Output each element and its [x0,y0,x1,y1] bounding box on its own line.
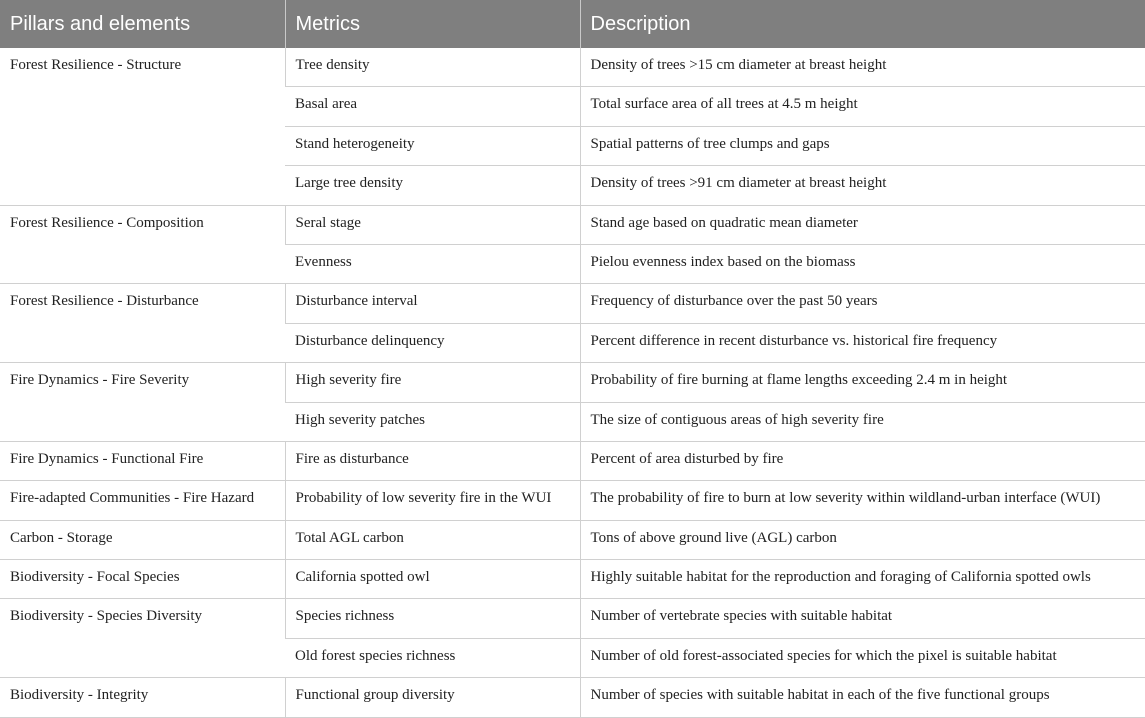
pillar-cell: Biodiversity - Focal Species [0,560,285,599]
metric-cell: Functional group diversity [285,678,580,717]
pillar-cell: Biodiversity - Species Diversity [0,599,285,678]
metric-cell: Disturbance delinquency [285,323,580,362]
pillar-cell: Fire-adapted Communities - Fire Hazard [0,481,285,520]
description-cell: Number of vertebrate species with suitable habitat [580,599,1145,638]
metric-cell: Stand heterogeneity [285,126,580,165]
metric-cell: Probability of low severity fire in the WUI [285,481,580,520]
pillar-cell: Forest Resilience - Composition [0,205,285,284]
table-row [0,560,1145,599]
pillar-cell: Forest Resilience - Structure [0,48,285,205]
description-cell: The size of contiguous areas of high severity fire [580,402,1145,441]
description-cell: Frequency of disturbance over the past 50 years [580,284,1145,323]
metric-cell: Large tree density [285,166,580,205]
metric-cell: Fire as disturbance [285,441,580,480]
metric-cell: High severity fire [285,363,580,402]
description-cell: Stand age based on quadratic mean diameter [580,205,1145,244]
pillar-cell: Biodiversity - Integrity [0,678,285,717]
description-cell: Number of old forest-associated species for which the pixel is suitable habitat [580,638,1145,677]
column-header-description: Description [580,0,1145,48]
description-cell: Percent of area disturbed by fire [580,441,1145,480]
metric-cell: High severity patches [285,402,580,441]
metric-cell: Seral stage [285,205,580,244]
metric-cell: Disturbance interval [285,284,580,323]
table-row [0,520,1145,559]
description-cell: Highly suitable habitat for the reproduction and foraging of California spotted owls [580,560,1145,599]
description-cell: The probability of fire to burn at low severity within wildland-urban interface (WUI) [580,481,1145,520]
pillar-cell: Carbon - Storage [0,520,285,559]
column-header-metrics: Metrics [285,0,580,48]
table-header [0,0,1145,48]
metric-cell: Evenness [285,244,580,283]
metric-cell: Tree density [285,48,580,87]
pillar-cell: Forest Resilience - Disturbance [0,284,285,363]
table-row [0,441,1145,480]
metric-cell: California spotted owl [285,560,580,599]
metric-cell: Species richness [285,599,580,638]
table-row [0,363,1145,402]
pillar-cell: Fire Dynamics - Fire Severity [0,363,285,442]
table-row [0,481,1145,520]
description-cell: Density of trees >91 cm diameter at breast height [580,166,1145,205]
table-row [0,284,1145,323]
description-cell: Probability of fire burning at flame lengths exceeding 2.4 m in height [580,363,1145,402]
description-cell: Number of species with suitable habitat in each of the five functional groups [580,678,1145,717]
column-header-pillars: Pillars and elements [0,0,285,48]
description-cell: Tons of above ground live (AGL) carbon [580,520,1145,559]
table-body [0,48,1145,717]
description-cell: Total surface area of all trees at 4.5 m height [580,87,1145,126]
table-row [0,678,1145,717]
metric-cell: Basal area [285,87,580,126]
table-row [0,205,1145,244]
metric-cell: Old forest species richness [285,638,580,677]
description-cell: Density of trees >15 cm diameter at breast height [580,48,1145,87]
description-cell: Pielou evenness index based on the biomass [580,244,1145,283]
description-cell: Spatial patterns of tree clumps and gaps [580,126,1145,165]
pillar-cell: Fire Dynamics - Functional Fire [0,441,285,480]
metric-cell: Total AGL carbon [285,520,580,559]
table-row [0,48,1145,87]
description-cell: Percent difference in recent disturbance vs. historical fire frequency [580,323,1145,362]
header-row [0,0,1145,48]
table-row [0,599,1145,638]
